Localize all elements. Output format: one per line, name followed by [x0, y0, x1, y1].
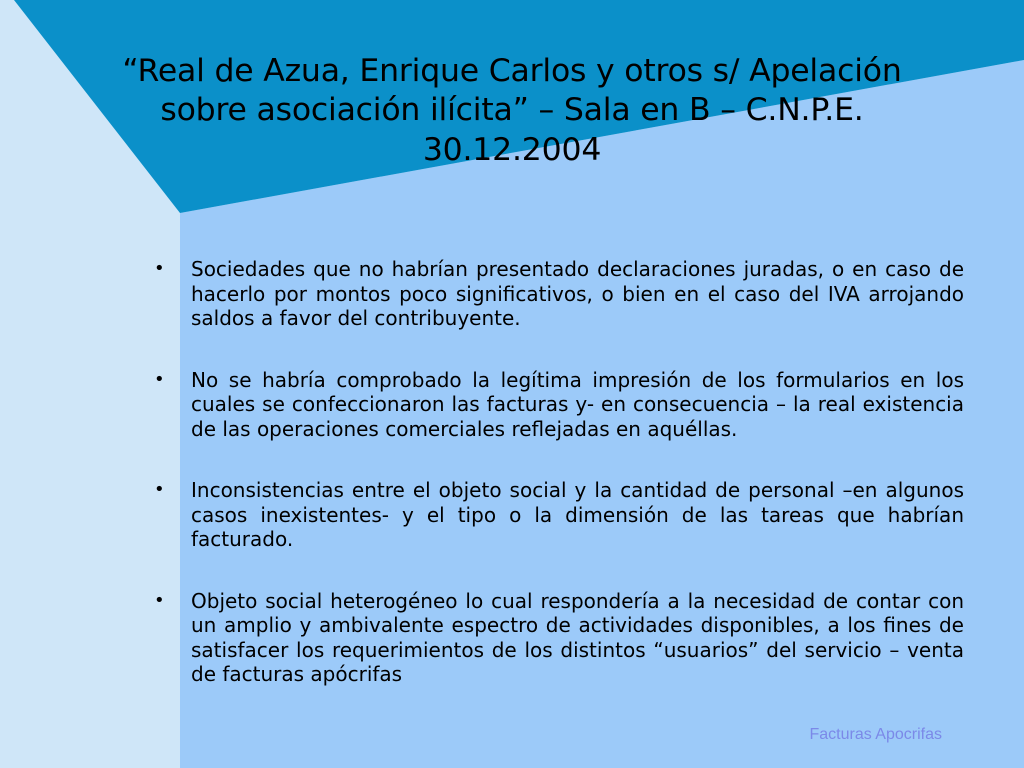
bullet-text: Sociedades que no habrían presentado declaraciones juradas, o en caso de hacerlo por montos poco significativos, o bien en el caso del IVA arrojando saldos a favor del contribuyente.: [191, 257, 964, 330]
slide-footer: Facturas Apocrifas: [809, 726, 942, 743]
bullet-dot: •: [154, 368, 165, 390]
bullet-list: [152, 257, 964, 724]
bullet-text: No se habría comprobado la legítima impresión de los formularios en los cuales se confeccionaron las facturas y- en consecuencia – la real existencia de las operaciones comerciales reflejadas en aquéllas.: [191, 367, 964, 441]
bullet-dot: •: [154, 479, 165, 500]
title-line-2: sobre asociación ilícita” – Sala en B – C.N.P.E.: [160, 92, 864, 129]
title-line-1: “Real de Azua, Enrique Carlos y otros s/ Apelación: [122, 53, 902, 89]
bullet-item: [152, 589, 964, 687]
bullet-item: [152, 368, 964, 442]
bullet-item: [152, 478, 964, 552]
bullet-dot: •: [154, 258, 165, 279]
bullet-text: Inconsistencias entre el objeto social y la cantidad de personal –en algunos casos inexistentes- y el tipo o la dimensión de las tareas que habrían facturado.: [191, 478, 964, 551]
bullet-dot: •: [154, 589, 165, 611]
bullet-item: [152, 257, 964, 331]
title-line-3: 30.12.2004: [422, 131, 602, 168]
slide-title: [80, 52, 944, 170]
bullet-text: Objeto social heterogéneo lo cual respondería a la necesidad de contar con un amplio y ambivalente espectro de actividades disponibles, a los fines de satisfacer los requerimientos de los distintos “usuarios” del servicio – venta de facturas apócrifas: [191, 588, 964, 686]
